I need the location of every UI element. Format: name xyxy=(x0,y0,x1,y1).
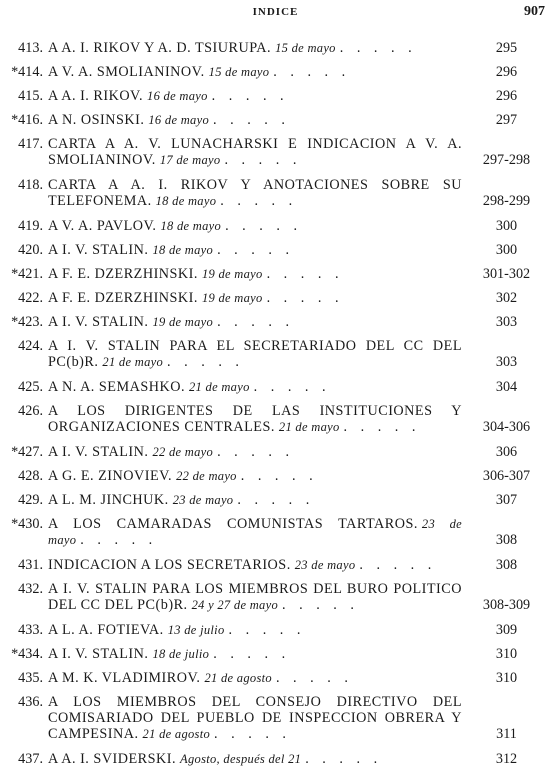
leader-dots: . . . . . xyxy=(266,290,344,306)
index-entry xyxy=(0,177,551,209)
entry-number: 432. xyxy=(18,581,43,597)
index-entry xyxy=(0,218,551,234)
entry-page-ref: 311 xyxy=(496,726,517,742)
entry-number: 435. xyxy=(18,670,43,686)
entry-text xyxy=(48,581,462,613)
entry-number: *427. xyxy=(11,444,43,460)
entry-date: 21 de mayo xyxy=(102,355,164,369)
entry-title: A F. E. DZERZHINSKI. xyxy=(48,266,198,282)
entry-title: A A. I. SVIDERSKI. xyxy=(48,751,177,767)
entry-text xyxy=(48,403,462,435)
entry-title: A V. A. PAVLOV. xyxy=(48,218,157,234)
entry-title: A I. V. STALIN PARA LOS MIEMBROS DEL BURO POLITICO DEL CC DEL PC(b)R. xyxy=(48,581,462,613)
entry-date: 22 de mayo xyxy=(176,469,237,483)
entry-title: A L. M. JINCHUK. xyxy=(48,492,169,508)
entry-number: 420. xyxy=(18,242,43,258)
entry-date: 18 de mayo xyxy=(152,243,214,257)
entry-title: A LOS DIRIGENTES DE LAS INSTITUCIONES Y ORGANIZACIONES CENTRALES. xyxy=(48,403,462,435)
index-entry xyxy=(0,622,551,638)
entry-page-ref: 301-302 xyxy=(482,266,531,282)
entry-text xyxy=(48,646,462,662)
entry-page-ref: 300 xyxy=(495,218,518,234)
entry-text xyxy=(48,242,462,258)
entry-text xyxy=(48,670,462,686)
entry-title: A F. E. DZERZHINSKI. xyxy=(48,290,198,306)
entry-page-ref: 310 xyxy=(495,670,518,686)
index-list xyxy=(0,40,551,775)
entry-page-ref: 309 xyxy=(495,622,518,638)
entry-date: 19 de mayo xyxy=(201,291,263,305)
index-entry xyxy=(0,64,551,80)
leader-dots: . . . . . xyxy=(253,379,331,395)
entry-number: 429. xyxy=(18,492,43,508)
entry-page-ref: 302 xyxy=(495,290,518,306)
index-entry xyxy=(0,314,551,330)
entry-text xyxy=(48,516,462,548)
entry-text xyxy=(48,136,462,168)
entry-number: *414. xyxy=(11,64,43,80)
leader-dots: . . . . . xyxy=(240,468,318,484)
entry-date: 21 de mayo xyxy=(278,420,340,434)
entry-number: 415. xyxy=(18,88,43,104)
entry-number: 425. xyxy=(18,379,43,395)
entry-title: A I. V. STALIN. xyxy=(48,444,149,460)
leader-dots: . . . . . xyxy=(225,218,302,234)
entry-date: 23 de mayo xyxy=(294,558,356,572)
index-entry xyxy=(0,751,551,767)
entry-date: 18 de julio xyxy=(152,647,210,661)
entry-page-ref: 297-298 xyxy=(482,152,531,168)
entry-date: 18 de mayo xyxy=(155,194,217,208)
entry-text xyxy=(48,266,462,282)
leader-dots: . . . . . xyxy=(228,622,306,638)
entry-page-ref: 304 xyxy=(495,379,518,395)
index-entry xyxy=(0,444,551,460)
index-entry xyxy=(0,468,551,484)
entry-date: 22 de mayo xyxy=(152,445,214,459)
entry-text xyxy=(48,379,462,395)
entry-title: A V. A. SMOLIANINOV. xyxy=(48,64,205,80)
entry-number: 417. xyxy=(18,136,43,152)
index-entry xyxy=(0,290,551,306)
index-entry xyxy=(0,40,551,56)
entry-title: A N. A. SEMASHKO. xyxy=(48,379,185,395)
entry-title: A M. K. VLADIMIROV. xyxy=(48,670,201,686)
entry-title: A N. OSINSKI. xyxy=(48,112,145,128)
entry-text xyxy=(48,218,462,234)
index-entry xyxy=(0,646,551,662)
leader-dots: . . . . . xyxy=(282,597,359,613)
entry-text xyxy=(48,338,462,370)
index-entry xyxy=(0,516,551,548)
index-entry xyxy=(0,242,551,258)
index-entry xyxy=(0,338,551,370)
index-entry xyxy=(0,581,551,613)
leader-dots: . . . . . xyxy=(343,419,421,435)
entry-number: 433. xyxy=(18,622,43,638)
leader-dots: . . . . . xyxy=(275,670,353,686)
leader-dots: . . . . . xyxy=(217,242,294,258)
leader-dots: . . . . . xyxy=(167,354,244,370)
entry-page-ref: 297 xyxy=(495,112,518,128)
entry-page-ref: 308 xyxy=(495,532,518,548)
entry-page-ref: 308-309 xyxy=(482,597,531,613)
entry-number: *416. xyxy=(11,112,43,128)
leader-dots: . . . . . xyxy=(305,751,383,767)
leader-dots: . . . . . xyxy=(80,532,158,548)
entry-text xyxy=(48,492,462,508)
entry-number: 437. xyxy=(18,751,43,767)
entry-page-ref: 296 xyxy=(495,64,518,80)
entry-title: INDICACION A LOS SECRETARIOS. xyxy=(48,557,291,573)
entry-number: 428. xyxy=(18,468,43,484)
entry-number: 424. xyxy=(18,338,43,354)
entry-number: 413. xyxy=(18,40,43,56)
entry-number: 426. xyxy=(18,403,43,419)
leader-dots: . . . . . xyxy=(237,492,315,508)
entry-date: 16 de mayo xyxy=(147,89,208,103)
entry-date: 18 de mayo xyxy=(160,219,222,233)
leader-dots: . . . . . xyxy=(211,88,289,104)
leader-dots: . . . . . xyxy=(217,444,294,460)
entry-text xyxy=(48,444,462,460)
entry-date: 21 de mayo xyxy=(189,380,250,394)
entry-text xyxy=(48,88,462,104)
entry-number: 431. xyxy=(18,557,43,573)
entry-number: *423. xyxy=(11,314,43,330)
entry-text xyxy=(48,557,462,573)
entry-date: 19 de mayo xyxy=(152,315,214,329)
entry-page-ref: 304-306 xyxy=(482,419,531,435)
page-header xyxy=(0,4,551,24)
entry-text xyxy=(48,751,462,767)
leader-dots: . . . . . xyxy=(224,152,302,168)
entry-title: CARTA A A. V. LUNACHARSKI E INDICACION A V. A. SMOLIANINOV. xyxy=(48,136,462,168)
index-entry xyxy=(0,379,551,395)
index-entry xyxy=(0,492,551,508)
entry-date: 16 de mayo xyxy=(148,113,209,127)
entry-title: A LOS MIEMBROS DEL CONSEJO DIRECTIVO DEL COMISARIADO DEL PUEBLO DE INSPECCION OBRERA Y CAMPESINA. xyxy=(48,694,462,742)
entry-text xyxy=(48,622,462,638)
leader-dots: . . . . . xyxy=(213,112,290,128)
entry-date: 17 de mayo xyxy=(159,153,221,167)
index-entry xyxy=(0,557,551,573)
entry-date: 15 de mayo xyxy=(208,65,270,79)
index-entry xyxy=(0,670,551,686)
entry-number: 436. xyxy=(18,694,43,710)
entry-page-ref: 307 xyxy=(495,492,518,508)
entry-page-ref: 295 xyxy=(495,40,518,56)
entry-title: A I. V. STALIN. xyxy=(48,314,149,330)
entry-page-ref: 306 xyxy=(495,444,518,460)
leader-dots: . . . . . xyxy=(217,314,294,330)
leader-dots: . . . . . xyxy=(220,193,298,209)
entry-date: 19 de mayo xyxy=(201,267,263,281)
entry-title: A A. I. RIKOV. xyxy=(48,88,144,104)
entry-title: A A. I. RIKOV Y A. D. TSIURUPA. xyxy=(48,40,272,56)
entry-date: 23 de mayo xyxy=(48,517,462,547)
index-entry xyxy=(0,403,551,435)
entry-title: A L. A. FOTIEVA. xyxy=(48,622,164,638)
leader-dots: . . . . . xyxy=(359,557,437,573)
page-number: 907 xyxy=(524,4,545,19)
entry-number: 418. xyxy=(18,177,43,193)
entry-text xyxy=(48,468,462,484)
leader-dots: . . . . . xyxy=(214,726,291,742)
running-title: INDICE xyxy=(252,6,299,18)
entry-title: A I. V. STALIN. xyxy=(48,646,149,662)
entry-title: CARTA A A. I. RIKOV Y ANOTACIONES SOBRE SU TELEFONEMA. xyxy=(48,177,462,209)
leader-dots: . . . . . xyxy=(339,40,417,56)
entry-date: Agosto, después del 21 xyxy=(180,752,302,766)
index-entry xyxy=(0,694,551,742)
entry-title: A G. E. ZINOVIEV. xyxy=(48,468,173,484)
entry-text xyxy=(48,177,462,209)
leader-dots: . . . . . xyxy=(266,266,344,282)
entry-text xyxy=(48,64,462,80)
entry-title: A I. V. STALIN. xyxy=(48,242,149,258)
entry-text xyxy=(48,112,462,128)
entry-number: *421. xyxy=(11,266,43,282)
index-entry xyxy=(0,266,551,282)
entry-title: A LOS CAMARADAS COMUNISTAS TARTAROS. xyxy=(48,516,418,532)
entry-number: 419. xyxy=(18,218,43,234)
index-entry xyxy=(0,136,551,168)
entry-number: *434. xyxy=(11,646,43,662)
entry-page-ref: 298-299 xyxy=(482,193,531,209)
entry-page-ref: 308 xyxy=(495,557,518,573)
entry-text xyxy=(48,290,462,306)
entry-date: 23 de mayo xyxy=(172,493,234,507)
entry-text xyxy=(48,314,462,330)
entry-date: 21 de agosto xyxy=(142,727,211,741)
entry-page-ref: 303 xyxy=(495,354,518,370)
leader-dots: . . . . . xyxy=(213,646,291,662)
entry-number: 422. xyxy=(18,290,43,306)
entry-date: 24 y 27 de mayo xyxy=(191,598,278,612)
entry-page-ref: 310 xyxy=(495,646,518,662)
entry-page-ref: 312 xyxy=(495,751,518,767)
entry-date: 21 de agosto xyxy=(204,671,272,685)
entry-text xyxy=(48,694,462,742)
entry-title: A I. V. STALIN PARA EL SECRETARIADO DEL CC DEL PC(b)R. xyxy=(48,338,462,370)
entry-number: *430. xyxy=(11,516,43,532)
leader-dots: . . . . . xyxy=(273,64,351,80)
entry-page-ref: 306-307 xyxy=(482,468,531,484)
entry-date: 13 de julio xyxy=(167,623,225,637)
entry-page-ref: 300 xyxy=(495,242,518,258)
entry-page-ref: 303 xyxy=(495,314,518,330)
entry-date: 15 de mayo xyxy=(275,41,336,55)
entry-page-ref: 296 xyxy=(495,88,518,104)
index-entry xyxy=(0,88,551,104)
index-entry xyxy=(0,112,551,128)
entry-text xyxy=(48,40,462,56)
